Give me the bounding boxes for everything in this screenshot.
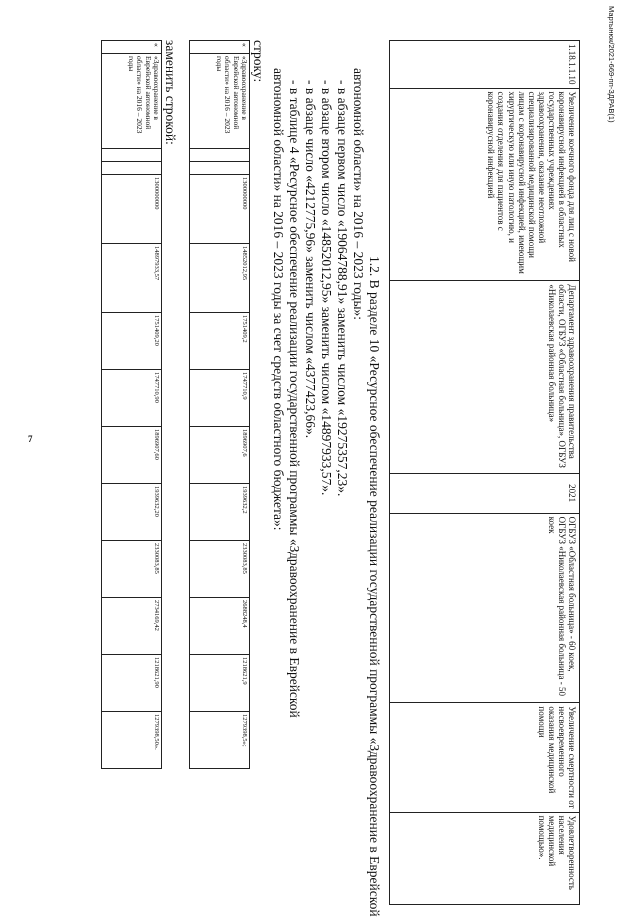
old-row-table bbox=[189, 40, 250, 769]
value-cell: 1300000000 bbox=[190, 175, 250, 244]
value-cell: 1279398,5»; bbox=[190, 712, 250, 769]
blank-cell bbox=[102, 149, 162, 162]
value-cell: 1747710,90 bbox=[102, 370, 162, 427]
bullet-first: - в абзаце первом число «19064788,91» заменить числом «19275357,23». bbox=[335, 80, 350, 497]
value-cell: 1279398,50». bbox=[102, 712, 162, 769]
label-old-row: строку: bbox=[251, 40, 266, 83]
paragraph-section-10-line1: 1.2. В разделе 10 «Ресурсное обеспечение реализации государственной программы «Здравоохранение в Еврейской bbox=[367, 256, 382, 917]
table-row bbox=[102, 41, 162, 769]
result-cell: Увеличение смертности от несвоевременного оказания медицинской помощи bbox=[390, 703, 580, 812]
paragraph-section-10-line2: автономной области» на 2016 – 2023 годы»: bbox=[351, 68, 366, 321]
value-cell: 1751409,20 bbox=[102, 313, 162, 370]
value-cell: 1751409,2 bbox=[190, 313, 250, 370]
value-cell: 2330083,85 bbox=[102, 541, 162, 598]
program-name-cell: «Здравоохранение в Еврейской автономной области» на 2016 – 2023 годы bbox=[190, 54, 250, 149]
value-cell: 14897933,57 bbox=[102, 244, 162, 313]
value-cell: 1896907,6 bbox=[190, 427, 250, 484]
value-cell: 1218621,9 bbox=[190, 655, 250, 712]
quote-mark: « bbox=[190, 41, 250, 54]
program-name-cell: «Здравоохранение в Еврейской автономной области» на 2016 – 2023 годы bbox=[102, 54, 162, 149]
page-number: 7 bbox=[28, 434, 33, 444]
program-events-table bbox=[389, 40, 580, 905]
quote-mark: « bbox=[102, 41, 162, 54]
value-cell: 14852012,95 bbox=[190, 244, 250, 313]
value-cell: 1939632,2 bbox=[190, 484, 250, 541]
value-cell: 2688248,4 bbox=[190, 598, 250, 655]
new-row-table bbox=[101, 40, 162, 769]
table-row bbox=[390, 41, 580, 905]
bullet-third: - в абзаце число «4212775,96» заменить числом «4377423,66». bbox=[303, 80, 318, 439]
value-cell: 1896907,60 bbox=[102, 427, 162, 484]
bullet-second: - в абзаце втором число «14852012,95» заменить числом «14897933,57». bbox=[319, 80, 334, 496]
value-cell: 1300000000 bbox=[102, 175, 162, 244]
bullet-table4-line2: автономной области» на 2016 – 2023 годы за счет средств областного бюджета»: bbox=[271, 68, 286, 531]
label-new-row: заменить строкой: bbox=[163, 40, 178, 145]
document-footer: Мартынюк/2021-669-пп-ЗДРАВ(1) bbox=[607, 6, 616, 123]
blank-cell bbox=[190, 149, 250, 162]
bullet-table4-line1: - в таблице 4 «Ресурсное обеспечение реализации государственной программы «Здравоохранение в Еврейской bbox=[287, 80, 302, 718]
indicator-cell: ОГБУЗ «Областная больница» - 60 коек, ОГБУЗ «Николаевская районная больница - 50 коек bbox=[390, 513, 580, 703]
value-cell: 1939632,20 bbox=[102, 484, 162, 541]
value-cell: 1218621,90 bbox=[102, 655, 162, 712]
blank-cell bbox=[102, 162, 162, 175]
value-cell: 2330083,85 bbox=[190, 541, 250, 598]
row-number: 1.18.1.1.10 bbox=[390, 41, 580, 89]
value-cell: 1747710,9 bbox=[190, 370, 250, 427]
blank-cell bbox=[190, 162, 250, 175]
year-cell: 2021 bbox=[390, 473, 580, 513]
table-row bbox=[190, 41, 250, 769]
effect-cell: Удовлетворенность населения медицинской помощью». bbox=[390, 812, 580, 904]
value-cell: 2734169,42 bbox=[102, 598, 162, 655]
event-description: Увеличение коечного фонда для лиц с новой коронавирусной инфекцией в областных государственных учреждениях здравоохранения, оказание неотложной специализированной медицинской помощи лицам с коронавирусной инфекцией, имеющим хирургическую или иную патологию, и создания отделения для пациентов с коронавирусной инфекцией bbox=[390, 88, 580, 281]
executor-cell: Департамент здравоохранения правительства области, ОГБУЗ «Областная больница», ОГБУЗ «Николаевская районная больница» bbox=[390, 281, 580, 473]
